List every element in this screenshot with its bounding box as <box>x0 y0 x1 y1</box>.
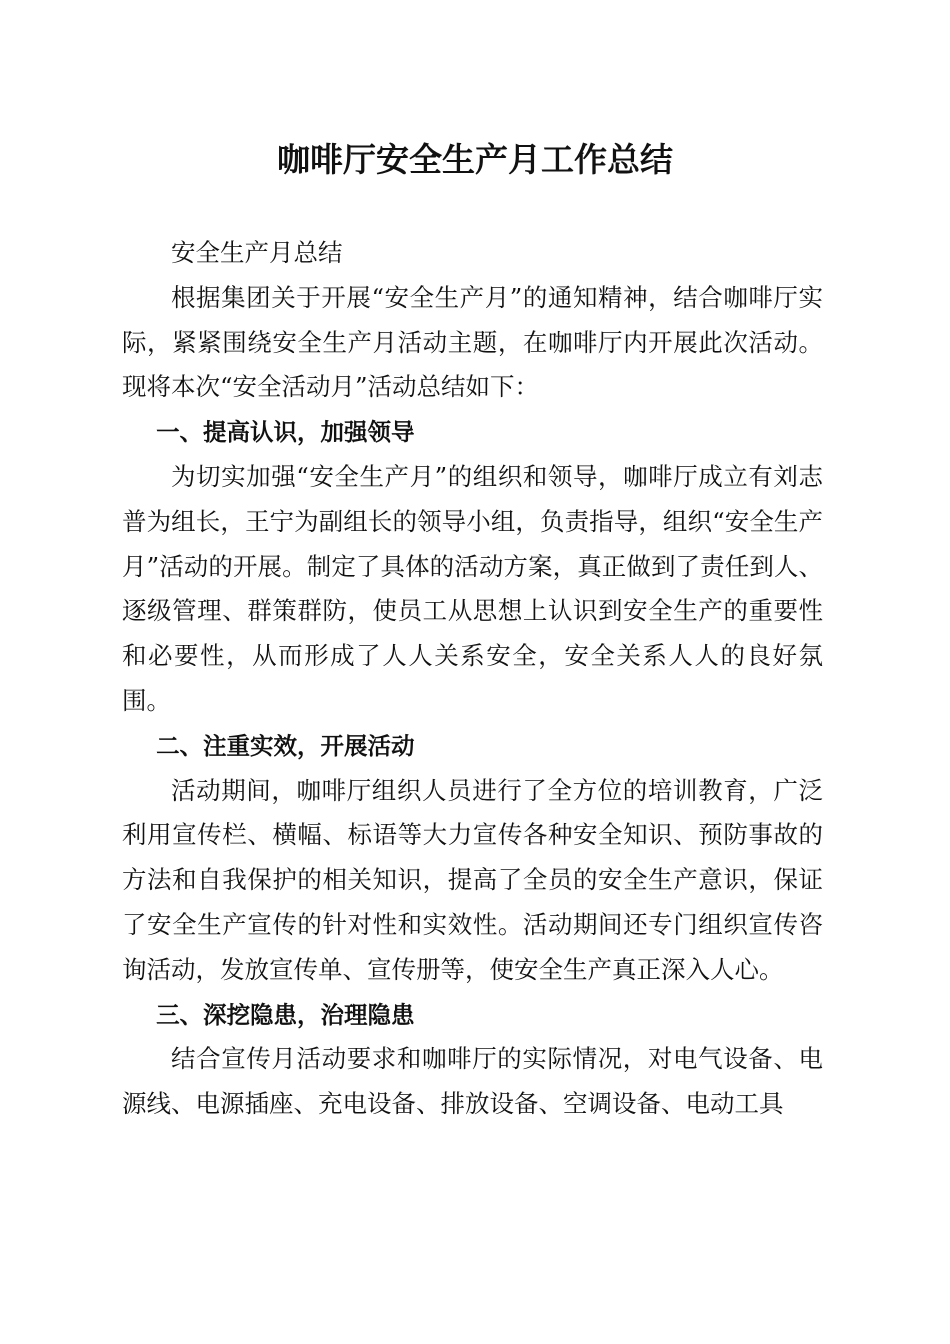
section-paragraph-3: 结合宣传月活动要求和咖啡厅的实际情况，对电气设备、电源线、电源插座、充电设备、排放设备、空调设备、电动工具 <box>122 1044 823 1119</box>
document-body <box>122 231 823 1127</box>
document-subtitle: 安全生产月总结 <box>171 238 343 267</box>
document-title: 咖啡厅安全生产月工作总结 <box>277 140 673 179</box>
section-paragraph-1: 为切实加强“安全生产月”的组织和领导，咖啡厅成立有刘志普为组长，王宁为副组长的领导小组，负责指导，组织“安全生产月”活动的开展。制定了具体的活动方案，真正做到了责任到人、逐级管理、群策群防，使员工从思想上认识到安全生产的重要性和必要性，从而形成了人人关系安全，安全关系人人的良好氛围。 <box>122 461 823 715</box>
section-heading-3: 三、深挖隐患，治理隐患 <box>156 1000 415 1029</box>
section-heading-1: 一、提高认识，加强领导 <box>156 418 415 447</box>
section-paragraph-2: 活动期间，咖啡厅组织人员进行了全方位的培训教育，广泛利用宣传栏、横幅、标语等大力宣传各种安全知识、预防事故的方法和自我保护的相关知识，提高了全员的安全生产意识，保证了安全生产宣传的针对性和实效性。活动期间还专门组织宣传咨询活动，发放宣传单、宣传册等，使安全生产真正深入人心。 <box>122 775 823 984</box>
intro-paragraph: 根据集团关于开展“安全生产月”的通知精神，结合咖啡厅实际，紧紧围绕安全生产月活动主题，在咖啡厅内开展此次活动。现将本次“安全活动月”活动总结如下： <box>122 282 823 402</box>
section-heading-2: 二、注重实效，开展活动 <box>156 731 415 760</box>
